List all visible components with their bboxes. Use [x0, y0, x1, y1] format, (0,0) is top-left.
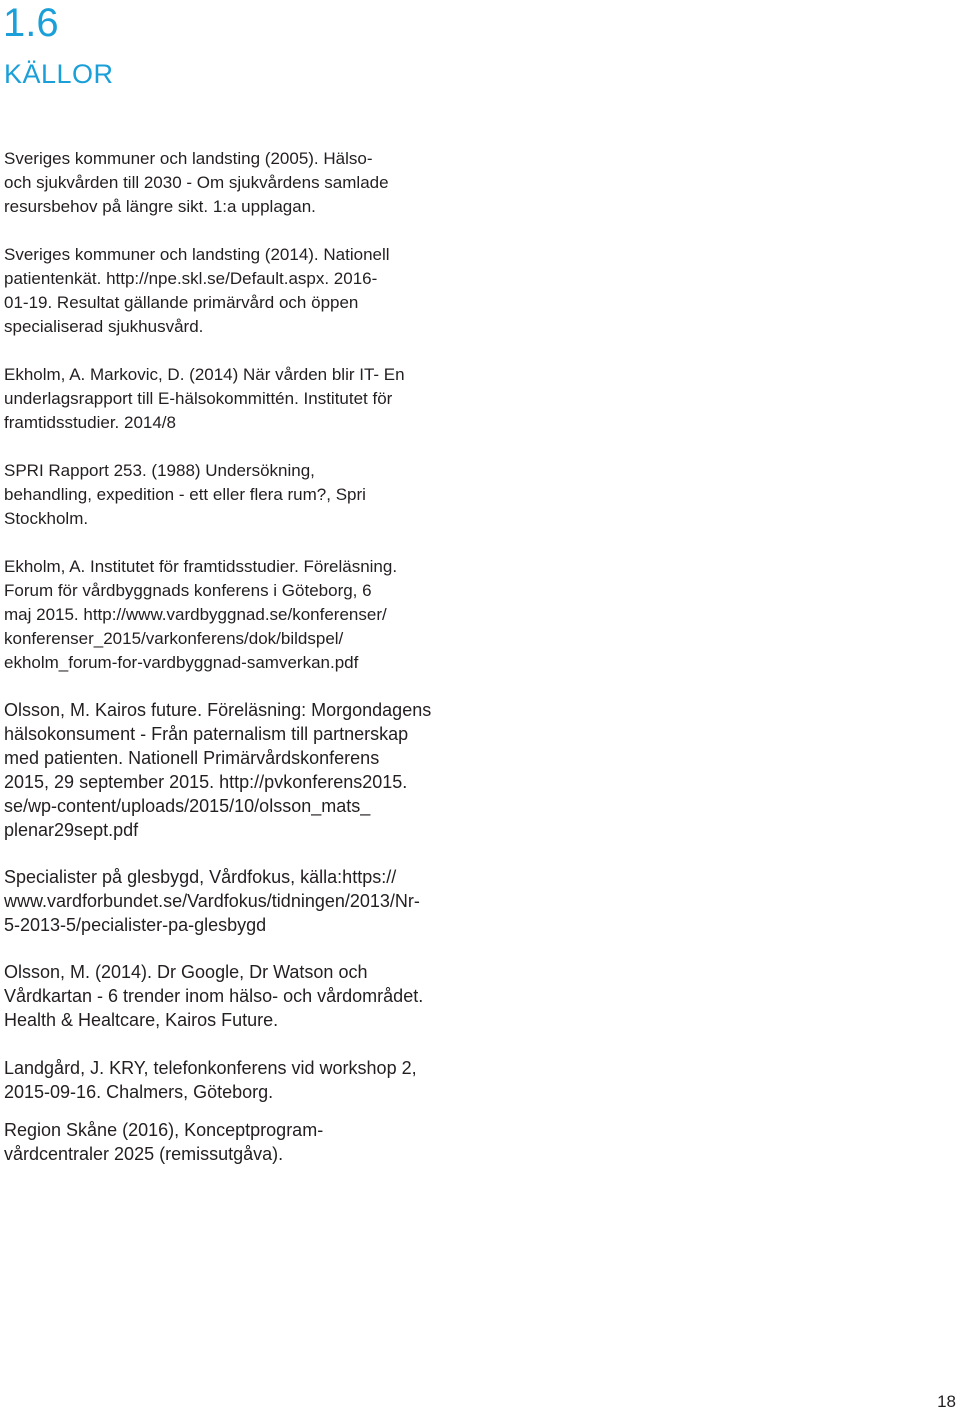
reference-item — [4, 363, 464, 435]
reference-item — [4, 459, 464, 531]
reference-line: 2015-09-16. Chalmers, Göteborg. — [4, 1082, 274, 1102]
reference-line: plenar29sept.pdf — [4, 820, 139, 840]
reference-line: SPRI Rapport 253. (1988) Undersökning, — [4, 461, 315, 480]
reference-line: Region Skåne (2016), Konceptprogram- — [4, 1120, 324, 1140]
reference-line: behandling, expedition - ett eller flera rum?, Spri — [4, 485, 366, 504]
reference-item — [4, 1056, 474, 1104]
reference-line: Stockholm. — [4, 509, 89, 528]
reference-line: Landgård, J. KRY, telefonkonferens vid workshop 2, — [4, 1058, 417, 1078]
page-number: 18 — [937, 1392, 956, 1411]
reference-line: 5-2013-5/pecialister-pa-glesbygd — [4, 915, 267, 935]
reference-line: Vårdkartan - 6 trender inom hälso- och vårdområdet. — [4, 986, 424, 1006]
reference-line: underlagsrapport till E-hälsokommittén. Institutet för — [4, 389, 393, 408]
reference-line: Ekholm, A. Markovic, D. (2014) När vården blir IT- En — [4, 365, 405, 384]
reference-line: Sveriges kommuner och landsting (2014). Nationell — [4, 245, 390, 264]
reference-line: ekholm_forum-for-vardbyggnad-samverkan.pdf — [4, 653, 359, 672]
reference-item — [4, 1118, 474, 1166]
section-title: KÄLLOR — [4, 59, 114, 89]
reference-line: maj 2015. http://www.vardbyggnad.se/konferenser/ — [4, 605, 387, 624]
reference-line: Health & Healtcare, Kairos Future. — [4, 1010, 279, 1030]
reference-line: www.vardforbundet.se/Vardfokus/tidningen/2013/Nr- — [4, 891, 420, 911]
reference-item — [4, 555, 464, 675]
reference-line: 2015, 29 september 2015. http://pvkonferens2015. — [4, 772, 408, 792]
reference-line: se/wp-content/uploads/2015/10/olsson_mats_ — [4, 796, 371, 816]
reference-item — [4, 865, 474, 937]
reference-item — [4, 243, 464, 339]
reference-line: resursbehov på längre sikt. 1:a upplagan. — [4, 197, 316, 216]
reference-line: Specialister på glesbygd, Vårdfokus, källa:https:// — [4, 867, 397, 887]
reference-item — [4, 147, 464, 219]
reference-item — [4, 698, 474, 842]
reference-line: Sveriges kommuner och landsting (2005). Hälso- — [4, 149, 373, 168]
reference-line: patientenkät. http://npe.skl.se/Default.aspx. 2016- — [4, 269, 378, 288]
reference-line: Olsson, M. (2014). Dr Google, Dr Watson och — [4, 962, 368, 982]
reference-line: 01-19. Resultat gällande primärvård och öppen — [4, 293, 359, 312]
reference-line: konferenser_2015/varkonferens/dok/bildspel/ — [4, 629, 344, 648]
reference-line: vårdcentraler 2025 (remissutgåva). — [4, 1144, 284, 1164]
reference-line: med patienten. Nationell Primärvårdskonferens — [4, 748, 380, 768]
reference-line: Forum för vårdbyggnads konferens i Göteborg, 6 — [4, 581, 372, 600]
reference-line: hälsokonsument - Från paternalism till partnerskap — [4, 724, 409, 744]
reference-line: framtidsstudier. 2014/8 — [4, 413, 176, 432]
reference-item — [4, 960, 474, 1032]
reference-line: Olsson, M. Kairos future. Föreläsning: Morgondagens — [4, 700, 432, 720]
section-number: 1.6 — [3, 1, 59, 45]
reference-line: och sjukvården till 2030 - Om sjukvårdens samlade — [4, 173, 389, 192]
reference-line: Ekholm, A. Institutet för framtidsstudier. Föreläsning. — [4, 557, 398, 576]
reference-line: specialiserad sjukhusvård. — [4, 317, 204, 336]
